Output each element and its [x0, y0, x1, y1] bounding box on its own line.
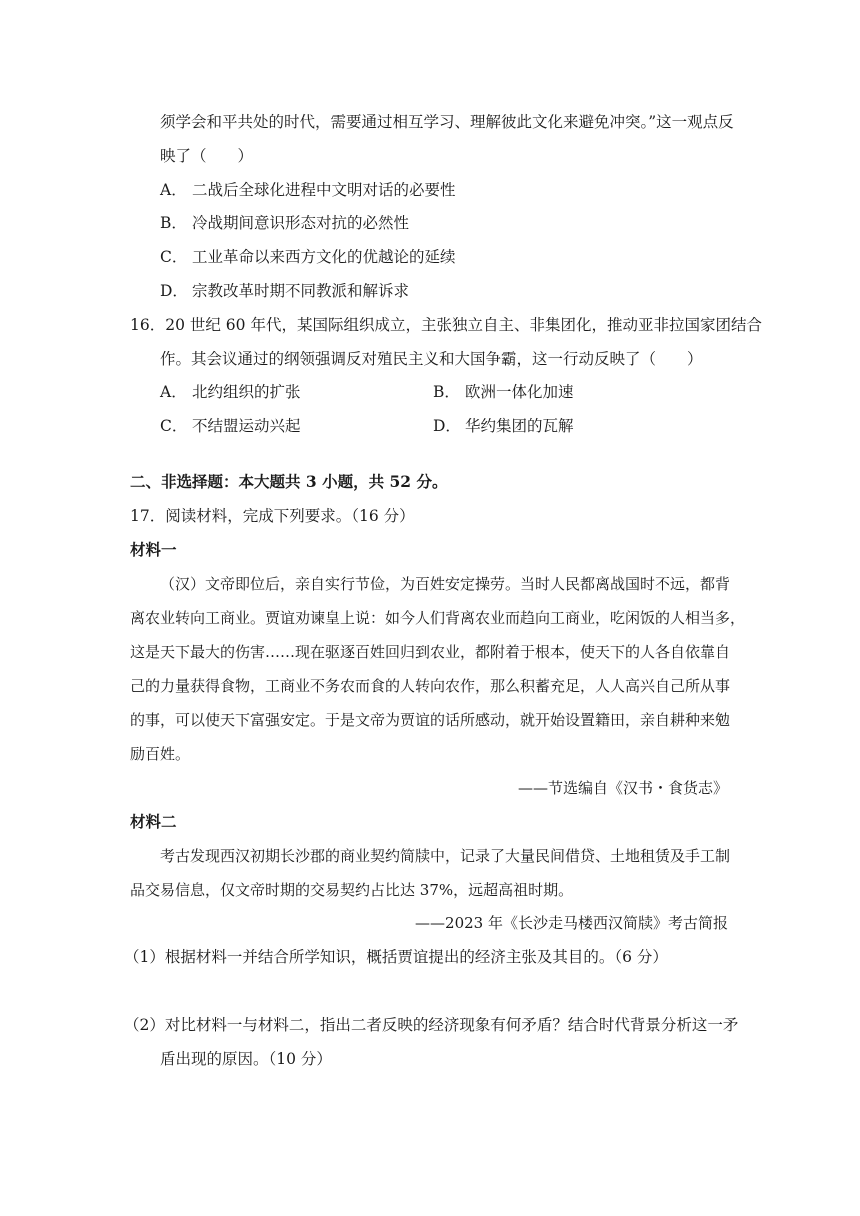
option-letter: D． [160, 282, 188, 300]
option-letter: B． [160, 214, 187, 232]
q17-intro: 17．阅读材料，完成下列要求。（16 分） [130, 507, 415, 525]
material-one-line: 的事，可以使天下富强安定。于是文帝为贾谊的话所感动，就开始设置籍田，亲自耕种来勉 [130, 711, 731, 729]
q15-stem-line-1: 须学会和平共处的时代，需要通过相互学习、理解彼此文化来避免冲突。”这一观点反 [160, 113, 734, 131]
material-two-title: 材料二 [130, 812, 177, 831]
option-text: 二战后全球化进程中文明对话的必要性 [192, 181, 456, 199]
option-text: 工业革命以来西方文化的优越论的延续 [192, 248, 456, 266]
option-text: 不结盟运动兴起 [192, 417, 301, 435]
material-one-line: 离农业转向工商业。贾谊劝谏皇上说：如今人们背离农业而趋向工商业，吃闲饭的人相当多， [130, 609, 746, 627]
option-text: 华约集团的瓦解 [465, 417, 574, 435]
section-heading: 二、非选择题：本大题共 3 小题，共 52 分。 [130, 472, 448, 491]
q16-stem-line-2: 作。其会议通过的纲领强调反对殖民主义和大国争霸，这一行动反映了（ ） [160, 350, 703, 368]
q17-subquestion-2-line-1: （2）对比材料一与材料二，指出二者反映的经济现象有何矛盾？结合时代背景分析这一矛 [124, 1016, 739, 1034]
option-text: 欧洲一体化加速 [465, 383, 574, 401]
q15-stem-line-2: 映了（ ） [160, 147, 254, 165]
option-text: 冷战期间意识形态对抗的必然性 [192, 214, 410, 232]
option-letter: C． [160, 417, 188, 435]
material-two-line: 考古发现西汉初期长沙郡的商业契约简牍中，记录了大量民间借贷、土地租赁及手工制 [160, 847, 731, 865]
q17-subquestion-1: （1）根据材料一并结合所学知识，概括贾谊提出的经济主张及其目的。（6 分） [124, 948, 668, 966]
material-one-title: 材料一 [130, 540, 177, 559]
material-one-source: ——节选编自《汉书・食货志》 [517, 779, 728, 797]
material-one-line: 这是天下最大的伤害……现在驱逐百姓回归到农业，都附着于根本，使天下的人各自依靠自 [130, 643, 731, 661]
material-one-line: 己的力量获得食物，工商业不务农而食的人转向农作，那么积蓄充足，人人高兴自己所从事 [130, 677, 731, 695]
option-text: 北约组织的扩张 [192, 383, 301, 401]
material-one-line: （汉）文帝即位后，亲自实行节俭，为百姓安定操劳。当时人民都离战国时不远，都背 [160, 575, 731, 593]
material-two-source: ——2023 年《长沙走马楼西汉简牍》考古简报 [415, 914, 728, 932]
material-two-line: 品交易信息，仅文帝时期的交易契约占比达 37%，远超高祖时期。 [130, 881, 574, 899]
option-letter: A． [160, 181, 187, 199]
option-letter: A． [160, 383, 187, 401]
option-letter: C． [160, 248, 188, 266]
option-letter: B． [433, 383, 460, 401]
q17-subquestion-2-line-2: 盾出现的原因。（10 分） [160, 1050, 332, 1068]
material-one-line: 励百姓。 [130, 745, 191, 763]
option-text: 宗教改革时期不同教派和解诉求 [192, 282, 410, 300]
q16-stem-line-1: 16．20 世纪 60 年代，某国际组织成立，主张独立自主、非集团化，推动亚非拉国家团结合 [130, 316, 762, 334]
option-letter: D． [433, 417, 461, 435]
